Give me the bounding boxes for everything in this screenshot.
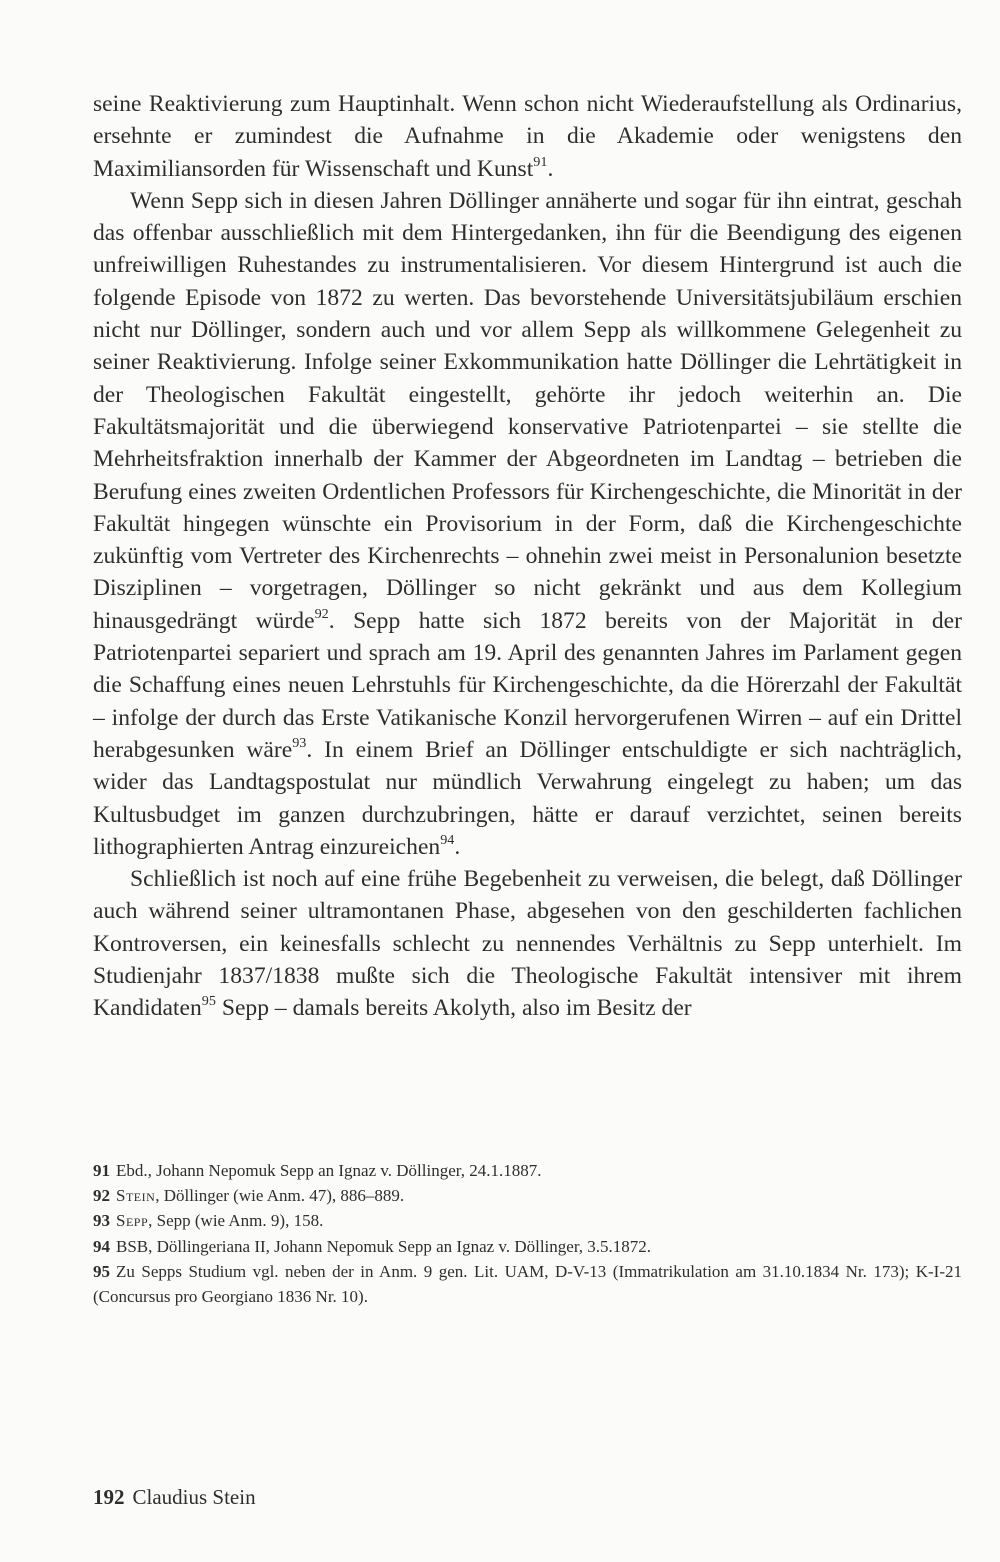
footnote-93 [93,1208,962,1233]
footnote-91 [93,1158,962,1183]
footnote-92 [93,1183,962,1208]
footnote-ref-95[interactable]: 95 [201,993,216,1010]
footnote-ref-91[interactable]: 91 [533,153,548,170]
footnote-text: Ebd., Johann Nepomuk Sepp an Ignaz v. Döllinger, 24.1.1887. [116,1161,542,1180]
footnote-ref-94[interactable]: 94 [440,831,455,848]
footnote-ref-92[interactable]: 92 [314,605,329,622]
footnote-author: Sepp [116,1211,149,1231]
page-number: 192 [93,1485,125,1509]
footnote-ref-93[interactable]: 93 [292,735,307,752]
paragraph-text: seine Reaktivierung zum Hauptinhalt. Wenn schon nicht Wiederaufstellung als Ordinarius, ersehnte er zumindest die Aufnahme in die Akademie oder wenigstens den Maximiliansorden für Wissenschaft und Kunst [93,91,962,182]
footnote-95 [93,1259,962,1309]
running-author: Claudius Stein [132,1485,256,1509]
paragraph-text: . [454,833,461,860]
footnote-number: 91 [93,1161,110,1180]
footnote-text: BSB, Döllingeriana II, Johann Nepomuk Sepp an Ignaz v. Döllinger, 3.5.1872. [116,1236,652,1256]
paragraph-3 [93,863,962,1024]
footnote-number: 92 [93,1186,110,1206]
footnote-text: , Döllinger (wie Anm. 47), 886–889. [155,1186,405,1206]
paragraph-text: . Sepp hatte sich 1872 bereits von der Majorität in der Patriotenpartei separiert und sprach am 19. April des genannten Jahres im Parlament gegen die Schaffung eines neuen Lehrstuhls für Kirchengeschichte, da die Hörerzahl der Fakultät – infolge der durch das Erste Vatikanische Konzil hervorgerufenen Wirren – auf ein Drittel herabgesunken wäre [93,607,962,763]
paragraph-text: . In einem Brief an Döllinger entschuldigte er sich nachträglich, wider das Landtagspostulat nur mündlich Verwahrung eingelegt zu haben; um das Kultusbudget im ganzen durchzubringen, hätte er darauf verzichtet, seinen bereits lithographierten Antrag einzureichen [93,736,962,860]
footnotes [93,1158,962,1309]
footnote-number: 93 [93,1211,110,1231]
footnote-number: 94 [93,1236,110,1256]
footnote-text: , Sepp (wie Anm. 9), 158. [148,1211,324,1231]
footnote-author: Stein [116,1186,156,1206]
page-footer [93,1485,256,1510]
paragraph-text: Sepp – damals bereits Akolyth, also im Besitz der [215,995,692,1022]
footnote-number: 95 [93,1261,110,1281]
footnote-text: Zu Sepps Studium vgl. neben der in Anm. 9 gen. Lit. UAM, D-V-13 (Immatrikulation am 31.10.1834 Nr. 173); K-I-21 (Concursus pro Georgiano 1836 Nr. 10). [93,1261,962,1307]
paragraph-text: Schließlich ist noch auf eine frühe Begebenheit zu verweisen, die belegt, daß Döllinger auch während seiner ultramontanen Phase, abgesehen von den geschilderten fachlichen Kontroversen, ein keinesfalls schlecht zu nennendes Verhältnis zu Sepp unterhielt. Im Studienjahr 1837/1838 mußte sich die Theologische Fakultät intensiver mit ihrem Kandidaten [93,866,962,1022]
paragraph-1 [93,88,962,185]
body-text [93,88,962,1025]
paragraph-text: . [547,155,554,182]
footnote-94 [93,1234,962,1259]
paragraph-text: Wenn Sepp sich in diesen Jahren Döllinger annäherte und sogar für ihn eintrat, geschah das offenbar ausschließlich mit dem Hintergedanken, ihn für die Beendigung des eigenen unfreiwilligen Ruhestandes zu instrumentalisieren. Vor diesem Hintergrund ist auch die folgende Episode von 1872 zu werten. Das bevorstehende Universitätsjubiläum erschien nicht nur Döllinger, sondern auch und vor allem Sepp als willkommene Gelegenheit zu seiner Reaktivierung. Infolge seiner Exkommunikation hatte Döllinger die Lehrtätigkeit in der Theologischen Fakultät eingestellt, gehörte ihr jedoch weiterhin an. Die Fakultätsmajorität und die überwiegend konservative Patriotenpartei – sie stellte die Mehrheitsfraktion innerhalb der Kammer der Abgeordneten im Landtag – betrieben die Berufung eines zweiten Ordentlichen Professors für Kirchengeschichte, die Minorität in der Fakultät hingegen wünschte ein Provisorium in der Form, daß die Kirchengeschichte zukünftig vom Vertreter des Kirchenrechts – ohnehin zwei meist in Personalunion besetzte Disziplinen – vorgetragen, Döllinger so nicht gekränkt und aus dem Kollegium hinausgedrängt würde [93,187,962,634]
paragraph-2 [93,185,962,863]
